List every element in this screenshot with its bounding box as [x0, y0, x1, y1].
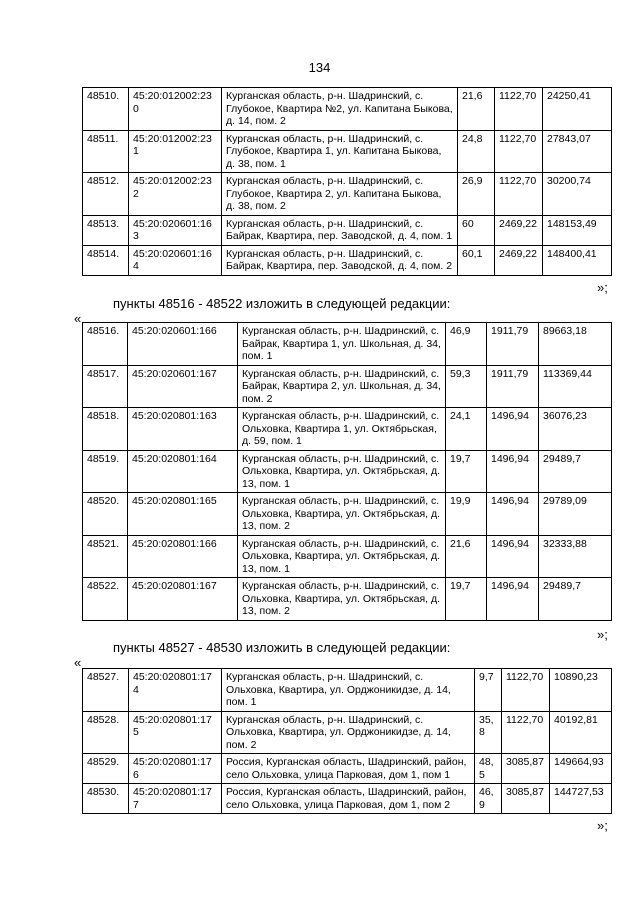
value-cell: 29489,7 — [539, 450, 612, 493]
row-number-cell: 48516. — [83, 323, 128, 366]
row-number-cell: 48530. — [83, 784, 129, 814]
close-quote-mark: »; — [597, 818, 608, 833]
rate-cell: 1496,94 — [487, 450, 539, 493]
row-number-cell: 48528. — [83, 711, 129, 754]
area-cell: 21,6 — [446, 535, 487, 578]
value-cell: 10890,23 — [550, 669, 612, 712]
address-cell: Курганская область, р-н. Шадринский, с. Байрак, Квартира 1, ул. Школьная, д. 34, пом. 1 — [238, 323, 446, 366]
rate-cell: 1496,94 — [487, 408, 539, 451]
rate-cell: 2469,22 — [495, 215, 543, 245]
cadastral-number-cell: 45:20:020801:166 — [128, 535, 238, 578]
address-cell: Курганская область, р-н. Шадринский, с. Глубокое, Квартира 1, ул. Капитана Быкова, д. 38, пом. 1 — [222, 130, 458, 173]
registry-table-2 — [82, 322, 612, 621]
rate-cell: 1496,94 — [487, 578, 539, 621]
cadastral-number-cell: 45:20:012002:230 — [129, 88, 222, 131]
cadastral-number-cell: 45:20:020801:175 — [129, 711, 222, 754]
row-number-cell: 48529. — [83, 754, 129, 784]
close-quote-mark: »; — [597, 627, 608, 642]
area-cell: 24,8 — [458, 130, 495, 173]
value-cell: 30200,74 — [543, 173, 612, 216]
table-row — [83, 669, 612, 712]
area-cell: 60 — [458, 215, 495, 245]
rate-cell: 1911,79 — [487, 365, 539, 408]
cadastral-number-cell: 45:20:020801:167 — [128, 578, 238, 621]
cadastral-number-cell: 45:20:020601:167 — [128, 365, 238, 408]
address-cell: Курганская область, р-н. Шадринский, с. Байрак, Квартира, пер. Заводской, д. 4, пом. 1 — [222, 215, 458, 245]
table-row — [83, 323, 612, 366]
table-row — [83, 450, 612, 493]
cadastral-number-cell: 45:20:020601:164 — [129, 245, 222, 275]
row-number-cell: 48518. — [83, 408, 128, 451]
row-number-cell: 48519. — [83, 450, 128, 493]
area-cell: 19,9 — [446, 493, 487, 536]
table-row — [83, 784, 612, 814]
row-number-cell: 48521. — [83, 535, 128, 578]
rate-cell: 1122,70 — [502, 669, 550, 712]
row-number-cell: 48520. — [83, 493, 128, 536]
area-cell: 24,1 — [446, 408, 487, 451]
area-cell: 19,7 — [446, 578, 487, 621]
open-quote-mark: « — [74, 655, 82, 670]
value-cell: 113369,44 — [539, 365, 612, 408]
cadastral-number-cell: 45:20:020801:174 — [129, 669, 222, 712]
area-cell: 21,6 — [458, 88, 495, 131]
registry-table-3 — [82, 668, 612, 814]
address-cell: Курганская область, р-н. Шадринский, с. Ольховка, Квартира, ул. Орджоникидзе, д. 14, пом. 1 — [222, 669, 475, 712]
row-number-cell: 48527. — [83, 669, 129, 712]
area-cell: 26,9 — [458, 173, 495, 216]
rate-cell: 3085,87 — [502, 754, 550, 784]
page-number: 134 — [308, 60, 331, 75]
cadastral-number-cell: 45:20:012002:232 — [129, 173, 222, 216]
area-cell: 19,7 — [446, 450, 487, 493]
value-cell: 24250,41 — [543, 88, 612, 131]
row-number-cell: 48511. — [83, 130, 129, 173]
row-number-cell: 48510. — [83, 88, 129, 131]
cadastral-number-cell: 45:20:020601:166 — [128, 323, 238, 366]
value-cell: 148400,41 — [543, 245, 612, 275]
value-cell: 148153,49 — [543, 215, 612, 245]
rate-cell: 1122,70 — [495, 130, 543, 173]
row-number-cell: 48522. — [83, 578, 128, 621]
table-row — [83, 365, 612, 408]
table-row — [83, 215, 612, 245]
address-cell: Курганская область, р-н. Шадринский, с. Ольховка, Квартира, ул. Октябрьская, д. 13, пом. 1 — [238, 535, 446, 578]
rate-cell: 1122,70 — [495, 173, 543, 216]
rate-cell: 1122,70 — [495, 88, 543, 131]
section-heading: пункты 48516 - 48522 изложить в следующей редакции: — [113, 296, 451, 311]
value-cell: 40192,81 — [550, 711, 612, 754]
value-cell: 27843,07 — [543, 130, 612, 173]
cadastral-number-cell: 45:20:020801:176 — [129, 754, 222, 784]
cadastral-number-cell: 45:20:020801:164 — [128, 450, 238, 493]
table-row — [83, 754, 612, 784]
table-row — [83, 173, 612, 216]
table-row — [83, 711, 612, 754]
cadastral-number-cell: 45:20:020801:177 — [129, 784, 222, 814]
area-cell: 35,8 — [475, 711, 502, 754]
value-cell: 29489,7 — [539, 578, 612, 621]
rate-cell: 1911,79 — [487, 323, 539, 366]
address-cell: Курганская область, р-н. Шадринский, с. Ольховка, Квартира, ул. Орджоникидзе, д. 14, пом. 2 — [222, 711, 475, 754]
table-row — [83, 88, 612, 131]
area-cell: 48,5 — [475, 754, 502, 784]
address-cell: Курганская область, р-н. Шадринский, с. Байрак, Квартира 2, ул. Школьная, д. 34, пом. 2 — [238, 365, 446, 408]
value-cell: 29789,09 — [539, 493, 612, 536]
row-number-cell: 48513. — [83, 215, 129, 245]
row-number-cell: 48514. — [83, 245, 129, 275]
row-number-cell: 48517. — [83, 365, 128, 408]
registry-table-1 — [82, 87, 612, 276]
address-cell: Курганская область, р-н. Шадринский, с. Байрак, Квартира, пер. Заводской, д. 4, пом. 2 — [222, 245, 458, 275]
open-quote-mark: « — [74, 311, 82, 326]
address-cell: Курганская область, р-н. Шадринский, с. Ольховка, Квартира 1, ул. Октябрьская, д. 59, пом. 1 — [238, 408, 446, 451]
value-cell: 89663,18 — [539, 323, 612, 366]
cadastral-number-cell: 45:20:020801:165 — [128, 493, 238, 536]
table-row — [83, 245, 612, 275]
area-cell: 46,9 — [446, 323, 487, 366]
value-cell: 149664,93 — [550, 754, 612, 784]
address-cell: Курганская область, р-н. Шадринский, с. Ольховка, Квартира, ул. Октябрьская, д. 13, пом. 1 — [238, 450, 446, 493]
address-cell: Курганская область, р-н. Шадринский, с. Ольховка, Квартира, ул. Октябрьская, д. 13, пом. 2 — [238, 493, 446, 536]
address-cell: Россия, Курганская область, Шадринский, район, село Ольховка, улица Парковая, дом 1, пом 1 — [222, 754, 475, 784]
row-number-cell: 48512. — [83, 173, 129, 216]
address-cell: Россия, Курганская область, Шадринский, район, село Ольховка, улица Парковая, дом 1, пом 2 — [222, 784, 475, 814]
cadastral-number-cell: 45:20:012002:231 — [129, 130, 222, 173]
address-cell: Курганская область, р-н. Шадринский, с. Глубокое, Квартира 2, ул. Капитана Быкова, д. 38, пом. 2 — [222, 173, 458, 216]
area-cell: 9,7 — [475, 669, 502, 712]
table-row — [83, 130, 612, 173]
table-row — [83, 408, 612, 451]
rate-cell: 3085,87 — [502, 784, 550, 814]
cadastral-number-cell: 45:20:020601:163 — [129, 215, 222, 245]
rate-cell: 1496,94 — [487, 493, 539, 536]
value-cell: 144727,53 — [550, 784, 612, 814]
area-cell: 60,1 — [458, 245, 495, 275]
value-cell: 36076,23 — [539, 408, 612, 451]
table-row — [83, 535, 612, 578]
address-cell: Курганская область, р-н. Шадринский, с. Глубокое, Квартира №2, ул. Капитана Быкова, д. 14, пом. 2 — [222, 88, 458, 131]
table-row — [83, 493, 612, 536]
table-row — [83, 578, 612, 621]
cadastral-number-cell: 45:20:020801:163 — [128, 408, 238, 451]
value-cell: 32333,88 — [539, 535, 612, 578]
close-quote-mark: »; — [597, 280, 608, 295]
rate-cell: 1496,94 — [487, 535, 539, 578]
address-cell: Курганская область, р-н. Шадринский, с. Ольховка, Квартира, ул. Октябрьская, д. 13, пом. 2 — [238, 578, 446, 621]
rate-cell: 2469,22 — [495, 245, 543, 275]
section-heading: пункты 48527 - 48530 изложить в следующей редакции: — [113, 640, 451, 655]
area-cell: 59,3 — [446, 365, 487, 408]
rate-cell: 1122,70 — [502, 711, 550, 754]
area-cell: 46,9 — [475, 784, 502, 814]
